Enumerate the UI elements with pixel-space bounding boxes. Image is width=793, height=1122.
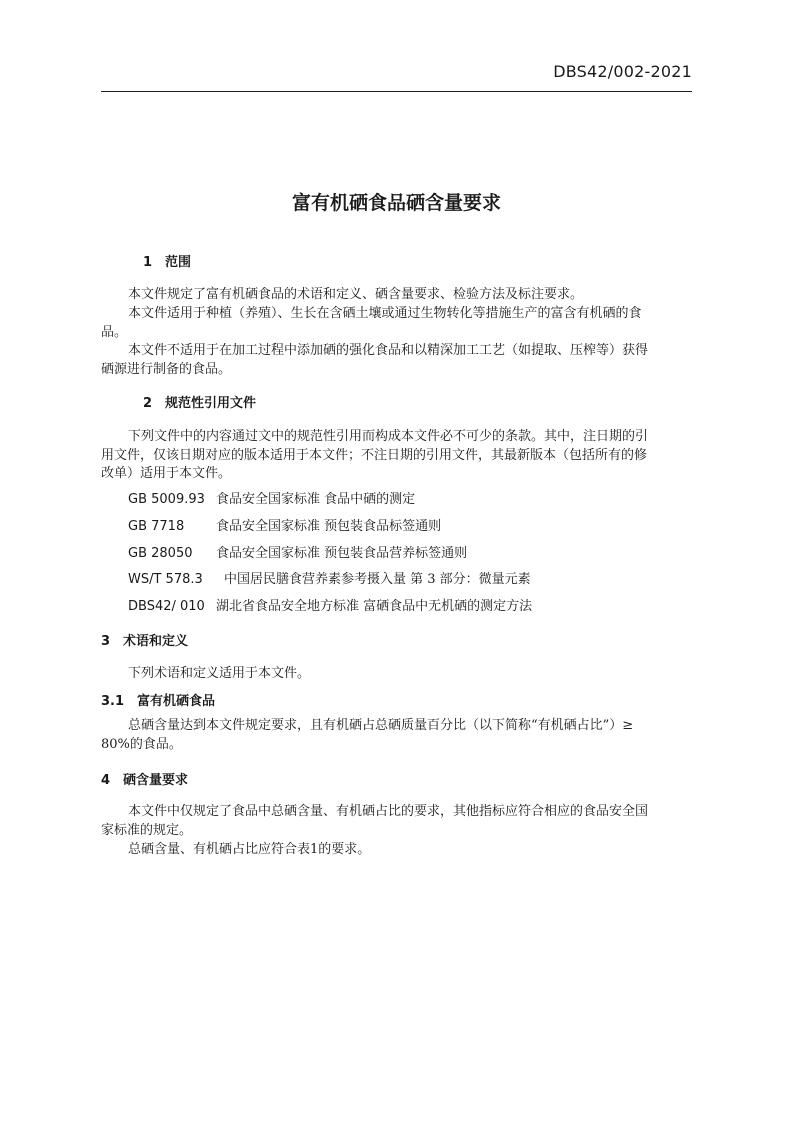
header-rule [101, 91, 692, 92]
section-4-paragraph: 家标准的规定。 [101, 823, 193, 838]
section-1-paragraph: 本文件适用于种植（养殖）、生长在含硒土壤或通过生物转化等措施生产的富含有机硒的食 [128, 306, 642, 321]
document-code: DBS42/002-2021 [553, 62, 692, 81]
reference-title: 中国居民膳食营养素参考摄入量 第 3 部分：微量元素 [224, 572, 531, 587]
reference-title: 湖北省食品安全地方标准 富硒食品中无机硒的测定方法 [216, 599, 533, 614]
reference-code: WS/T 578.3 [128, 572, 203, 587]
reference-item [128, 488, 415, 507]
section-1-paragraph: 硒源进行制备的食品。 [101, 362, 232, 377]
section-4-heading: 4 硒含量要求 [101, 773, 189, 788]
reference-code: GB 7718 [128, 519, 185, 534]
section-1-paragraph: 本文件规定了富有机硒食品的术语和定义、硒含量要求、检验方法及标注要求。 [128, 287, 584, 302]
reference-code: GB 28050 [128, 546, 193, 561]
reference-item [128, 515, 441, 534]
section-2-paragraph: 用文件，仅该日期对应的版本适用于本文件；不注日期的引用文件，其最新版本（包括所有的修 [101, 448, 648, 463]
reference-item [128, 542, 467, 561]
reference-title: 食品安全国家标准 预包装食品标签通则 [216, 519, 442, 534]
reference-item [128, 568, 531, 587]
section-3-heading: 3 术语和定义 [101, 634, 189, 649]
document-title: 富有机硒食品硒含量要求 [291, 192, 501, 214]
section-2-paragraph: 改单）适用于本文件。 [101, 466, 232, 481]
section-2-paragraph: 下列文件中的内容通过文中的规范性引用而构成本文件必不可少的条款。其中，注日期的引 [128, 429, 649, 444]
section-2-heading: 2 规范性引用文件 [143, 396, 257, 411]
section-1-heading: 1 范围 [143, 255, 192, 270]
reference-title: 食品安全国家标准 食品中硒的测定 [216, 492, 416, 507]
reference-item [128, 595, 532, 614]
section-3-paragraph: 下列术语和定义适用于本文件。 [128, 666, 311, 681]
section-4-paragraph: 总硒含量、有机硒占比应符合表1的要求。 [128, 842, 371, 857]
section-3-1-paragraph: 80%的食品。 [101, 737, 182, 752]
reference-code: GB 5009.93 [128, 492, 205, 507]
section-3-1-paragraph: 总硒含量达到本文件规定要求，且有机硒占总硒质量百分比（以下简称“有机硒占比”）≥ [128, 718, 634, 733]
section-1-paragraph: 本文件不适用于在加工过程中添加硒的强化食品和以精深加工工艺（如提取、压榨等）获得 [128, 343, 649, 358]
section-3-1-heading: 3.1 富有机硒食品 [101, 694, 216, 709]
reference-title: 食品安全国家标准 预包装食品营养标签通则 [216, 546, 468, 561]
reference-code: DBS42/ 010 [128, 599, 205, 614]
section-4-paragraph: 本文件中仅规定了食品中总硒含量、有机硒占比的要求，其他指标应符合相应的食品安全国 [128, 804, 649, 819]
section-1-paragraph: 品。 [101, 325, 128, 340]
